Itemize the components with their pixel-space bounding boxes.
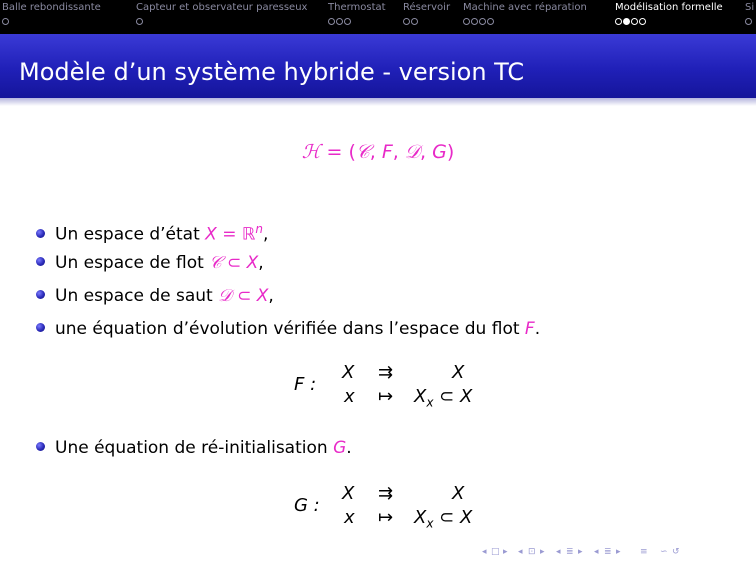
frame-dot[interactable]: [463, 18, 470, 25]
nav-section-thermostat[interactable]: [328, 2, 386, 28]
frame-dot[interactable]: [2, 18, 9, 25]
bullet-icon: [36, 323, 45, 332]
section-next-icon[interactable]: ▸: [578, 547, 583, 557]
map-domain: X: [342, 362, 355, 383]
map-image-rest: ⊂ X: [433, 507, 473, 528]
nav-section-modelisation[interactable]: [615, 2, 723, 28]
nav-frame-dots[interactable]: [328, 16, 386, 28]
nav-section-capteur[interactable]: [136, 2, 307, 28]
bullet-reset-equation: [36, 437, 352, 459]
bullet-jump-space: [36, 285, 274, 307]
frame-prev-icon[interactable]: ◂: [482, 547, 487, 557]
nav-section-reservoir[interactable]: [403, 2, 450, 28]
nav-section-label: Capteur et observateur paresseux: [136, 2, 308, 13]
nav-section-balle[interactable]: [2, 2, 101, 28]
bullet-evolution-equation: [36, 318, 540, 340]
bullet-math: X = ℝ: [205, 224, 256, 245]
nav-frame-dots[interactable]: [403, 16, 450, 28]
hybrid-system-equation: [0, 141, 756, 163]
frame-dot[interactable]: [328, 18, 335, 25]
nav-frame-dots[interactable]: [136, 16, 307, 28]
eq-sep: ,: [420, 141, 433, 163]
bullet-icon: [36, 442, 45, 451]
map-image-x: X: [414, 507, 427, 528]
map-arrow: ⇉: [378, 362, 394, 383]
map-var: x: [344, 507, 355, 528]
frame-title: Modèle d’un système hybride - version TC: [19, 58, 525, 86]
bullet-after: ,: [268, 286, 274, 306]
bullet-text: Un espace d’état: [55, 224, 206, 245]
part-next-icon[interactable]: ▸: [616, 547, 621, 557]
bullet-flow-space: [36, 252, 264, 274]
frame-dot[interactable]: [403, 18, 410, 25]
eq-f: F: [381, 141, 393, 163]
map-name: G :: [294, 495, 320, 516]
nav-frame-dots[interactable]: [463, 16, 587, 28]
eq-g: G: [432, 141, 447, 163]
frame-dot[interactable]: [615, 18, 622, 25]
map-image-sub: x: [426, 395, 434, 410]
frame-dot[interactable]: [336, 18, 343, 25]
eq-c: 𝒞: [355, 141, 370, 163]
nav-section-label: Machine avec réparation: [463, 2, 587, 13]
map-codomain: X: [452, 483, 465, 504]
map-name: F :: [294, 374, 317, 395]
search-icon[interactable]: ∽: [660, 547, 668, 557]
frame-dot[interactable]: [745, 18, 752, 25]
bullet-math: 𝒞 ⊂ X: [209, 253, 259, 273]
nav-frame-dots[interactable]: [615, 16, 723, 28]
eq-d: 𝒟: [404, 141, 421, 163]
map-image-rest: ⊂ X: [433, 386, 473, 407]
map-image: [414, 386, 472, 410]
bullet-math: G: [333, 438, 347, 458]
map-mapsto: ↦: [378, 507, 394, 528]
bullet-text: une équation d’évolution vérifiée dans l’espace du flot: [55, 319, 525, 339]
bullet-text: Un espace de saut: [55, 286, 219, 306]
eq-h: ℋ: [301, 141, 321, 163]
current-frame-dot[interactable]: [623, 18, 630, 25]
map-image-x: X: [414, 386, 427, 407]
zoom-icon[interactable]: ↺: [672, 547, 680, 557]
nav-frame-dots[interactable]: [2, 16, 101, 28]
bullet-math: 𝒟 ⊂ X: [218, 286, 269, 306]
beamer-navigation-symbols: [482, 547, 752, 561]
flow-map-f: [294, 362, 514, 408]
bullet-text: Un espace de flot: [55, 253, 210, 273]
map-codomain: X: [452, 362, 465, 383]
bullet-math: F: [524, 319, 535, 339]
bullet-state-space: [36, 218, 268, 246]
frame-dot[interactable]: [631, 18, 638, 25]
bullet-text: Une équation de ré-initialisation: [55, 438, 334, 458]
frame-dot[interactable]: [471, 18, 478, 25]
eq-open: = (: [320, 141, 356, 163]
map-arrow: ⇉: [378, 483, 394, 504]
eq-sep: ,: [369, 141, 382, 163]
frame-title-band: [0, 34, 756, 98]
jump-map-g: [294, 483, 514, 529]
nav-section-label: Thermostat: [328, 2, 386, 13]
subsection-icon[interactable]: ⊡: [528, 547, 536, 557]
part-icon[interactable]: ≣: [604, 547, 612, 557]
frame-dot[interactable]: [479, 18, 486, 25]
subsection-prev-icon[interactable]: ◂: [518, 547, 523, 557]
eq-sep: ,: [392, 141, 405, 163]
nav-section-si[interactable]: [745, 2, 754, 28]
nav-section-machine[interactable]: [463, 2, 587, 28]
bullet-math-sup: n: [255, 222, 263, 236]
map-image: [414, 507, 472, 531]
map-mapsto: ↦: [378, 386, 394, 407]
bullet-after: ,: [258, 253, 264, 273]
align-icon[interactable]: ≡: [640, 547, 648, 557]
eq-close: ): [446, 141, 455, 163]
map-image-sub: x: [426, 516, 434, 531]
bullet-icon: [36, 229, 45, 238]
frame-dot[interactable]: [487, 18, 494, 25]
frame-dot[interactable]: [639, 18, 646, 25]
part-prev-icon[interactable]: ◂: [594, 547, 599, 557]
bullet-icon: [36, 257, 45, 266]
nav-section-label: Si: [745, 2, 755, 13]
frame-dot[interactable]: [136, 18, 143, 25]
frame-dot[interactable]: [344, 18, 351, 25]
map-var: x: [344, 386, 355, 407]
section-prev-icon[interactable]: ◂: [556, 547, 561, 557]
nav-section-label: Modélisation formelle: [615, 2, 723, 13]
frame-dot[interactable]: [411, 18, 418, 25]
nav-section-label: Balle rebondissante: [2, 2, 101, 13]
bullet-after: ,: [262, 224, 269, 245]
bullet-after: .: [534, 319, 541, 339]
nav-frame-dots[interactable]: [745, 16, 754, 28]
nav-section-label: Réservoir: [403, 2, 451, 13]
frame-next-icon[interactable]: ▸: [503, 547, 508, 557]
subsection-next-icon[interactable]: ▸: [540, 547, 545, 557]
section-icon[interactable]: ≣: [566, 547, 574, 557]
bullet-after: .: [346, 438, 352, 458]
frame-icon[interactable]: □: [491, 547, 500, 557]
bullet-icon: [36, 290, 45, 299]
map-domain: X: [342, 483, 355, 504]
navigation-bar: [0, 0, 756, 34]
